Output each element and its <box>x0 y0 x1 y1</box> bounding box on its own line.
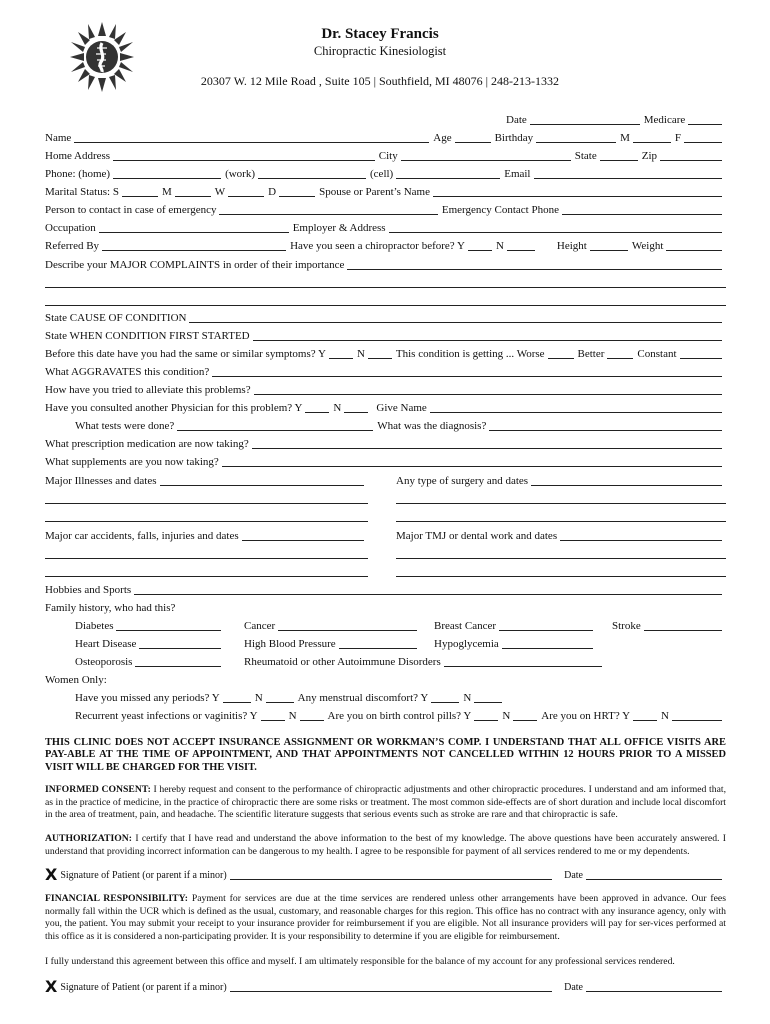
supplements-field[interactable] <box>222 457 722 467</box>
periods-row <box>75 689 726 705</box>
marital-d-label: D <box>268 186 277 198</box>
before-n-label: N <box>356 348 365 360</box>
emergency-contact-label: Person to contact in case of emergency <box>45 204 217 216</box>
started-label: State WHEN CONDITION FIRST STARTED <box>45 330 250 342</box>
diabetes-field[interactable] <box>116 621 221 631</box>
signature-label-2: Signature of Patient (or parent if a minor) <box>60 982 227 993</box>
surgery-line-2[interactable] <box>396 503 726 504</box>
complaints-row <box>45 256 726 272</box>
menstrual-label: Any menstrual discomfort? Y <box>297 692 429 704</box>
city-field[interactable] <box>401 151 571 161</box>
authorization-title: AUTHORIZATION: <box>45 833 133 844</box>
illnesses-line-3[interactable] <box>45 521 368 522</box>
osteoporosis-row <box>75 653 225 669</box>
osteoporosis-label: Osteoporosis <box>75 656 133 668</box>
state-field[interactable] <box>600 151 638 161</box>
diabetes-label: Diabetes <box>75 620 114 632</box>
supplements-label: What supplements are you now taking? <box>45 456 219 468</box>
cancer-label: Cancer <box>244 620 276 632</box>
before-n-field[interactable] <box>368 349 392 359</box>
alleviate-row <box>45 381 726 397</box>
osteoporosis-field[interactable] <box>135 657 221 667</box>
zip-label: Zip <box>641 150 657 162</box>
signature-row-1 <box>45 866 726 882</box>
informed-consent <box>45 784 726 822</box>
marital-w-label: W <box>214 186 226 198</box>
missed-periods-n-label: N <box>254 692 263 704</box>
birth-control-y-field[interactable] <box>474 711 498 721</box>
aggravates-row <box>45 363 726 379</box>
birthday-label: Birthday <box>494 132 534 144</box>
informed-consent-text: I hereby request and consent to the performance of chiropractic adjustments and other chiropractic procedures. I understand and am informed that, as in the practice of medicine, in the practice of chiropractic there are some risks or treatment. The most common side-effects are of short duration and include local discomfort in the area of treatment, pain, and headache. The scientific literature suggests that serious events such as stroke are rare and that chiropractic is safe. <box>45 784 727 821</box>
name-label: Name <box>45 132 72 144</box>
getting-worse-label: This condition is getting ... Worse <box>395 348 545 360</box>
heart-disease-field[interactable] <box>139 639 221 649</box>
rheumatoid-label: Rheumatoid or other Autoimmune Disorders <box>244 656 441 668</box>
family-history-label: Family history, who had this? <box>45 602 176 614</box>
emergency-phone-field[interactable] <box>562 205 722 215</box>
marital-s-label: Marital Status: S <box>45 186 119 198</box>
tests-field[interactable] <box>177 421 373 431</box>
sex-m-label: M <box>620 132 630 144</box>
illnesses-label: Major Illnesses and dates <box>45 475 157 487</box>
aggravates-field[interactable] <box>212 367 722 377</box>
date-label: Date <box>506 114 527 126</box>
prescription-row <box>45 435 726 451</box>
blood-pressure-label: High Blood Pressure <box>244 638 336 650</box>
consulted-label: Have you consulted another Physician for this problem? Y <box>45 402 303 414</box>
aggravates-label: What AGGRAVATES this condition? <box>45 366 210 378</box>
date-medicare-row <box>506 111 726 127</box>
yeast-n-label: N <box>288 710 297 722</box>
diagnosis-label: What was the diagnosis? <box>377 420 487 432</box>
heart-disease-label: Heart Disease <box>75 638 137 650</box>
tests-row <box>75 417 726 433</box>
hobbies-label: Hobbies and Sports <box>45 584 132 596</box>
referred-label: Referred By <box>45 240 100 252</box>
yeast-n-field[interactable] <box>300 711 324 721</box>
weight-label: Weight <box>631 240 664 252</box>
doctor-title: Chiropractic Kinesiologist <box>313 44 447 58</box>
financial-responsibility <box>45 893 726 943</box>
diagnosis-field[interactable] <box>489 421 722 431</box>
signature-date-field[interactable] <box>586 870 722 880</box>
signature-date-label: Date <box>564 870 583 881</box>
zip-field[interactable] <box>660 151 722 161</box>
hobbies-row <box>45 581 726 597</box>
marital-s-field[interactable] <box>122 187 158 197</box>
before-row <box>45 345 726 361</box>
hobbies-field[interactable] <box>134 585 722 595</box>
hrt-label: Are you on HRT? Y <box>541 710 631 722</box>
occupation-label: Occupation <box>45 222 96 234</box>
accidents-label: Major car accidents, falls, injuries and dates <box>45 530 239 542</box>
surgery-label: Any type of surgery and dates <box>396 475 529 487</box>
menstrual-n-label: N <box>463 692 472 704</box>
illnesses-line-2[interactable] <box>45 503 368 504</box>
started-field[interactable] <box>253 331 722 341</box>
supplements-row <box>45 453 726 469</box>
referred-row <box>45 237 726 253</box>
height-field[interactable] <box>590 241 628 251</box>
before-y-field[interactable] <box>329 349 353 359</box>
signature-date-label-2: Date <box>564 982 583 993</box>
tests-label: What tests were done? <box>75 420 175 432</box>
better-label: Better <box>577 348 605 360</box>
before-label: Before this date have you had the same or similar symptoms? Y <box>45 348 326 360</box>
accidents-line-3[interactable] <box>45 576 368 577</box>
sun-spine-logo-icon <box>68 20 136 94</box>
authorization <box>45 833 726 858</box>
seen-chiro-n-label: N <box>495 240 504 252</box>
clinic-address: 20307 W. 12 Mile Road , Suite 105 | Southfield, MI 48076 | 248-213-1332 <box>200 74 560 88</box>
breast-cancer-row <box>434 617 597 633</box>
date-field[interactable] <box>530 115 640 125</box>
missed-periods-n-field[interactable] <box>266 693 294 703</box>
understand-statement: I fully understand this agreement between this office and myself. I am ultimately responsible for the balance of my account for any professional services rendered. <box>45 956 675 967</box>
insurance-notice: THIS CLINIC DOES NOT ACCEPT INSURANCE ASSIGNMENT OR WORKMAN’S COMP. I UNDERSTAND THAT ALL OFFICE VISITS ARE PAY-ABLE AT THE TIME OF APPOINTMENT, AND THAT APPOINTMENTS NOT CANCELLED WITHIN 12 HOURS PRIOR TO A MISSED VISIT WILL BE CHARGED FOR THE VISIT. <box>45 737 726 773</box>
email-label: Email <box>504 168 531 180</box>
sex-f-field[interactable] <box>684 133 722 143</box>
rheumatoid-row <box>244 653 606 669</box>
family-row <box>45 599 726 615</box>
emergency-contact-field[interactable] <box>219 205 437 215</box>
tmj-field[interactable] <box>560 531 722 541</box>
menstrual-n-field[interactable] <box>474 693 502 703</box>
height-label: Height <box>556 240 587 252</box>
name-field[interactable] <box>74 133 429 143</box>
referred-field[interactable] <box>102 241 286 251</box>
name-row <box>45 129 726 145</box>
marital-row <box>45 183 726 199</box>
cause-field[interactable] <box>189 313 722 323</box>
started-row <box>45 327 726 343</box>
weight-field[interactable] <box>666 241 722 251</box>
birth-control-n-label: N <box>502 710 511 722</box>
complaints-line-3[interactable] <box>45 305 726 306</box>
signature-date-field-2[interactable] <box>586 982 722 992</box>
birthday-field[interactable] <box>536 133 616 143</box>
better-field[interactable] <box>607 349 633 359</box>
phone-home-field[interactable] <box>113 169 221 179</box>
consulted-row <box>45 399 726 415</box>
women-only-label: Women Only: <box>45 674 107 686</box>
marital-w-field[interactable] <box>228 187 264 197</box>
blood-pressure-row <box>244 635 421 651</box>
employer-label: Employer & Address <box>292 222 386 234</box>
accidents-row <box>45 527 368 543</box>
hypoglycemia-field[interactable] <box>502 639 593 649</box>
hrt-n-label: N <box>661 710 669 722</box>
hypoglycemia-label: Hypoglycemia <box>434 638 499 650</box>
illnesses-field[interactable] <box>160 476 365 486</box>
cause-label: State CAUSE OF CONDITION <box>45 312 187 324</box>
phone-work-field[interactable] <box>258 169 366 179</box>
yeast-label: Recurrent yeast infections or vaginitis? Y <box>75 710 258 722</box>
tmj-row <box>396 527 726 543</box>
heart-row <box>75 635 225 651</box>
alleviate-label: How have you tried to alleviate this problems? <box>45 384 251 396</box>
medicare-field[interactable] <box>688 115 722 125</box>
surgery-line-3[interactable] <box>396 521 726 522</box>
surgery-row <box>396 472 726 488</box>
city-label: City <box>378 150 398 162</box>
financial-title: FINANCIAL RESPONSIBILITY: <box>45 893 188 904</box>
email-field[interactable] <box>534 169 723 179</box>
consulted-n-field[interactable] <box>344 403 368 413</box>
occupation-field[interactable] <box>99 223 289 233</box>
signature-x-mark-2: X <box>45 977 58 996</box>
doctor-name: Dr. Stacey Francis <box>321 26 439 42</box>
signature-field[interactable] <box>230 870 552 880</box>
hrt-y-field[interactable] <box>633 711 657 721</box>
complaints-label: Describe your MAJOR COMPLAINTS in order of their importance <box>45 259 345 271</box>
diabetes-row <box>75 617 225 633</box>
sex-f-label: F <box>674 132 681 144</box>
give-name-label: Give Name <box>376 402 427 414</box>
women-row <box>45 671 726 687</box>
phone-row <box>45 165 726 181</box>
phone-work-label: (work) <box>225 168 256 180</box>
marital-m-field[interactable] <box>175 187 211 197</box>
seen-chiro-label: Have you seen a chiropractor before? Y <box>290 240 465 252</box>
financial-text: Payment for services are due at the time services are rendered unless other arrangements have been approved in advance. Our fees normally fall within the UCR which is defined as the usual, customary, and reasonable charges for this region. This office has no contract with any insurance agency, only with you, the patient. You may submit your receipt to your insurance provider for reimbursement if you are eligible. Not all insurance providers will pay for ser-vices performed at this office as it is considered a non-participating provider. It is your responsibility to determine if you are eligible for reimbursement. <box>45 893 727 942</box>
complaints-line-2[interactable] <box>45 287 726 288</box>
give-name-field[interactable] <box>430 403 722 413</box>
missed-periods-y-field[interactable] <box>223 693 251 703</box>
stroke-field[interactable] <box>644 621 722 631</box>
age-field[interactable] <box>455 133 491 143</box>
stroke-label: Stroke <box>612 620 641 632</box>
accidents-line-2[interactable] <box>45 558 368 559</box>
birth-control-n-field[interactable] <box>513 711 537 721</box>
signature-label: Signature of Patient (or parent if a minor) <box>60 870 227 881</box>
marital-m-label: M <box>161 186 172 198</box>
seen-chiro-n-field[interactable] <box>507 241 535 251</box>
emergency-phone-label: Emergency Contact Phone <box>441 204 559 216</box>
informed-consent-title: INFORMED CONSENT: <box>45 784 151 795</box>
tmj-label: Major TMJ or dental work and dates <box>396 530 558 542</box>
prescription-label: What prescription medication are now taking? <box>45 438 249 450</box>
constant-label: Constant <box>637 348 677 360</box>
yeast-row <box>75 707 726 723</box>
spouse-label: Spouse or Parent’s Name <box>319 186 430 198</box>
state-label: State <box>574 150 597 162</box>
cause-row <box>45 309 726 325</box>
birth-control-label: Are you on birth control pills? Y <box>327 710 472 722</box>
cancer-row <box>244 617 421 633</box>
complaints-field[interactable] <box>347 260 722 270</box>
sex-m-field[interactable] <box>633 133 671 143</box>
spouse-field[interactable] <box>433 187 722 197</box>
consulted-y-field[interactable] <box>305 403 329 413</box>
prescription-field[interactable] <box>252 439 722 449</box>
phone-cell-field[interactable] <box>396 169 500 179</box>
cancer-field[interactable] <box>278 621 417 631</box>
signature-row-2 <box>45 978 726 994</box>
breast-cancer-field[interactable] <box>499 621 593 631</box>
stroke-row <box>612 617 726 633</box>
accidents-field[interactable] <box>242 531 364 541</box>
menstrual-y-field[interactable] <box>431 693 459 703</box>
phone-home-label: Phone: (home) <box>45 168 111 180</box>
medicare-label: Medicare <box>643 114 686 126</box>
blood-pressure-field[interactable] <box>339 639 417 649</box>
illnesses-row <box>45 472 368 488</box>
alleviate-field[interactable] <box>254 385 722 395</box>
signature-x-mark: X <box>45 865 58 884</box>
marital-d-field[interactable] <box>279 187 315 197</box>
age-label: Age <box>433 132 452 144</box>
phone-cell-label: (cell) <box>370 168 394 180</box>
consulted-n-label: N <box>333 402 342 414</box>
seen-chiro-y-field[interactable] <box>468 241 492 251</box>
employer-field[interactable] <box>389 223 722 233</box>
hypoglycemia-row <box>434 635 597 651</box>
surgery-field[interactable] <box>531 476 722 486</box>
occupation-row <box>45 219 726 235</box>
worse-field[interactable] <box>548 349 574 359</box>
authorization-text: I certify that I have read and understand the above information to the best of my knowledge. The above questions have been accurately answered. I understand that providing incorrect information can be dangerous to my health. I agree to be responsible for payment of all services rendered to me or my dependents. <box>45 833 726 857</box>
signature-field-2[interactable] <box>230 982 552 992</box>
emergency-row <box>45 201 726 217</box>
constant-field[interactable] <box>680 349 722 359</box>
missed-periods-label: Have you missed any periods? Y <box>75 692 220 704</box>
breast-cancer-label: Breast Cancer <box>434 620 496 632</box>
home-address-label: Home Address <box>45 150 111 162</box>
address-row <box>45 147 726 163</box>
rheumatoid-field[interactable] <box>444 657 602 667</box>
yeast-y-field[interactable] <box>261 711 285 721</box>
home-address-field[interactable] <box>113 151 375 161</box>
tmj-line-2[interactable] <box>396 558 726 559</box>
tmj-line-3[interactable] <box>396 576 726 577</box>
hrt-n-field[interactable] <box>672 711 722 721</box>
